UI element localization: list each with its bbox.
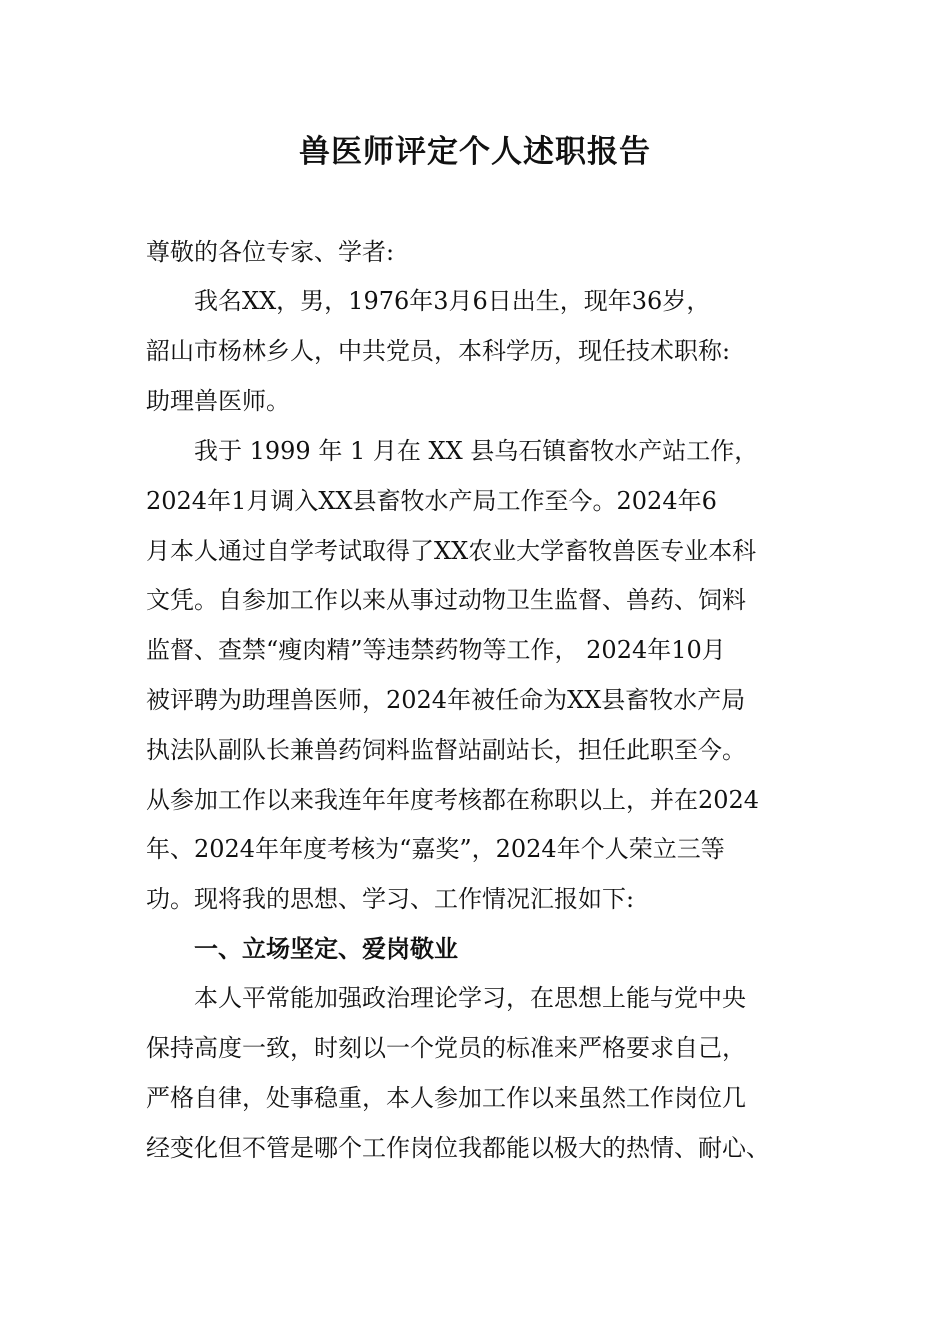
section-paragraph-line-3: 严格自律，处事稳重，本人参加工作以来虽然工作岗位几	[146, 1084, 746, 1112]
section-heading: 一、立场坚定、爱岗敬业	[194, 935, 458, 963]
salutation: 尊敬的各位专家、学者:	[146, 238, 395, 266]
paragraph-2-line-3: 月本人通过自学考试取得了XX农业大学畜牧兽医专业本科	[146, 537, 757, 565]
paragraph-2-line-5: 监督、查禁“瘦肉精”等违禁药物等工作， 2024年10月	[146, 636, 726, 664]
paragraph-2-line-6: 被评聘为助理兽医师，2024年被任命为XX县畜牧水产局	[146, 686, 746, 714]
paragraph-2-line-2: 2024年1月调入XX县畜牧水产局工作至今。2024年6	[146, 487, 717, 515]
document-title: 兽医师评定个人述职报告	[299, 134, 651, 170]
paragraph-2-line-7: 执法队副队长兼兽药饲料监督站副站长，担任此职至今。	[146, 736, 746, 764]
section-paragraph-line-4: 经变化但不管是哪个工作岗位我都能以极大的热情、耐心、	[146, 1134, 770, 1162]
paragraph-2-line-4: 文凭。自参加工作以来从事过动物卫生监督、兽药、饲料	[146, 586, 746, 614]
paragraph-2-line-1: 我于 1999 年 1 月在 XX 县乌石镇畜牧水产站工作，	[194, 437, 759, 465]
paragraph-2-line-10: 功。现将我的思想、学习、工作情况汇报如下:	[146, 885, 635, 913]
paragraph-1-line-3: 助理兽医师。	[146, 387, 290, 415]
paragraph-1-line-1: 我名XX，男，1976年3月6日出生，现年36岁，	[194, 287, 711, 315]
paragraph-2-line-8: 从参加工作以来我连年年度考核都在称职以上，并在2024	[146, 786, 760, 814]
section-paragraph-line-2: 保持高度一致，时刻以一个党员的标准来严格要求自己，	[146, 1034, 746, 1062]
section-paragraph-line-1: 本人平常能加强政治理论学习，在思想上能与党中央	[194, 984, 746, 1012]
paragraph-1-line-2: 韶山市杨林乡人，中共党员，本科学历，现任技术职称:	[146, 337, 731, 365]
paragraph-2-line-9: 年、2024年年度考核为“嘉奖”，2024年个人荣立三等	[146, 835, 725, 863]
